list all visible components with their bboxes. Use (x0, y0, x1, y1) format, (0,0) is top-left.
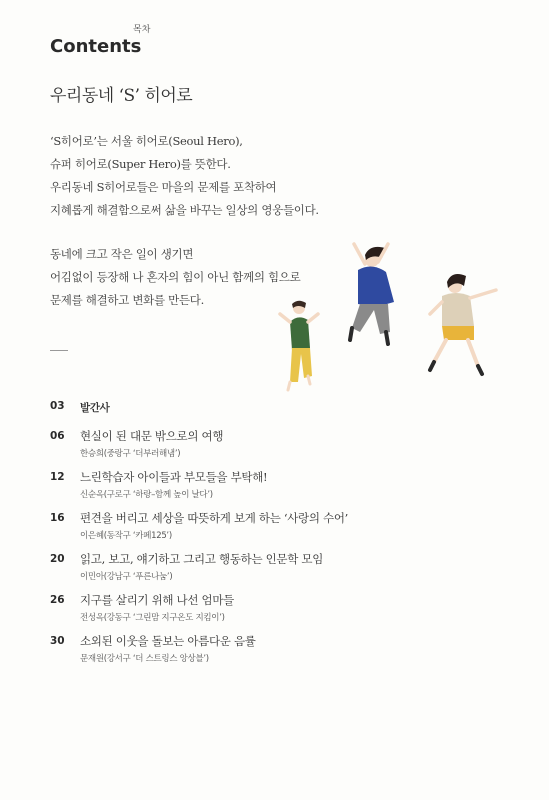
toc-item[interactable] (50, 592, 510, 633)
figure-left (280, 301, 318, 390)
toc-title: 발간사 (80, 402, 110, 414)
toc-title: 느린학습자 아이들과 부모들을 부탁해! (80, 470, 268, 484)
toc-item[interactable] (50, 428, 510, 469)
toc-page-number: 16 (50, 512, 65, 524)
toc-title: 소외된 이웃을 돌보는 아름다운 음률 (80, 634, 256, 648)
toc-item[interactable] (50, 551, 510, 592)
intro-line: 어김없이 등장해 나 혼자의 힘이 아닌 함께의 힘으로 (50, 270, 301, 284)
toc-item[interactable] (50, 469, 510, 510)
toc-author: 이은혜(동작구 ‘카페125’) (80, 531, 172, 541)
toc-title: 읽고, 보고, 얘기하고 그리고 행동하는 인문학 모임 (80, 552, 324, 566)
toc-page-number: 30 (50, 635, 65, 647)
intro-line: 우리동네 S히어로들은 마을의 문제를 포착하여 (50, 180, 277, 194)
toc-item[interactable] (50, 510, 510, 551)
toc-page-number: 06 (50, 430, 65, 442)
intro-line: 동네에 크고 작은 일이 생기면 (50, 247, 194, 261)
contents-subtitle: 목차 (133, 25, 151, 35)
intro-line: 문제를 해결하고 변화를 만든다. (50, 293, 204, 307)
toc-page-number: 26 (50, 594, 65, 606)
page-heading: 우리동네 ‘S’ 히어로 (50, 86, 193, 106)
toc-page-number: 12 (50, 471, 65, 483)
figure-right (430, 274, 496, 374)
toc-title: 현실이 된 대문 밖으로의 여행 (80, 429, 224, 443)
toc-author: 이민아(강남구 ‘푸른나눔’) (80, 572, 173, 582)
intro-line: 지혜롭게 해결함으로써 삶을 바꾸는 일상의 영웅들이다. (50, 203, 319, 217)
contents-title: Contents (50, 36, 142, 57)
intro-line: 슈퍼 히어로(Super Hero)를 뜻한다. (50, 157, 231, 171)
toc-page-number: 20 (50, 553, 65, 565)
toc-item[interactable] (50, 633, 510, 674)
toc-title: 지구를 살리기 위해 나선 엄마들 (80, 593, 234, 607)
divider (50, 350, 68, 351)
table-of-contents (50, 398, 510, 674)
jumping-people-illustration (270, 230, 510, 400)
figure-middle (350, 244, 394, 344)
toc-author: 한승희(중랑구 ‘더부러해냄’) (80, 449, 181, 459)
toc-author: 문재원(강서구 ‘더 스트링스 앙상블’) (80, 654, 209, 664)
intro-paragraph-2 (50, 243, 300, 312)
toc-author: 전성옥(강동구 ‘그린맘 지구온도 지킴이’) (80, 613, 225, 623)
toc-title: 편견을 버리고 세상을 따뜻하게 보게 하는 ‘사랑의 수어’ (80, 511, 348, 525)
toc-item[interactable] (50, 398, 510, 428)
intro-line: ‘S히어로’는 서울 히어로(Seoul Hero), (50, 134, 243, 148)
toc-page-number: 03 (50, 400, 65, 412)
intro-paragraph-1 (50, 130, 319, 222)
toc-author: 신순옥(구로구 ‘하랑–함께 높이 날다’) (80, 490, 213, 500)
